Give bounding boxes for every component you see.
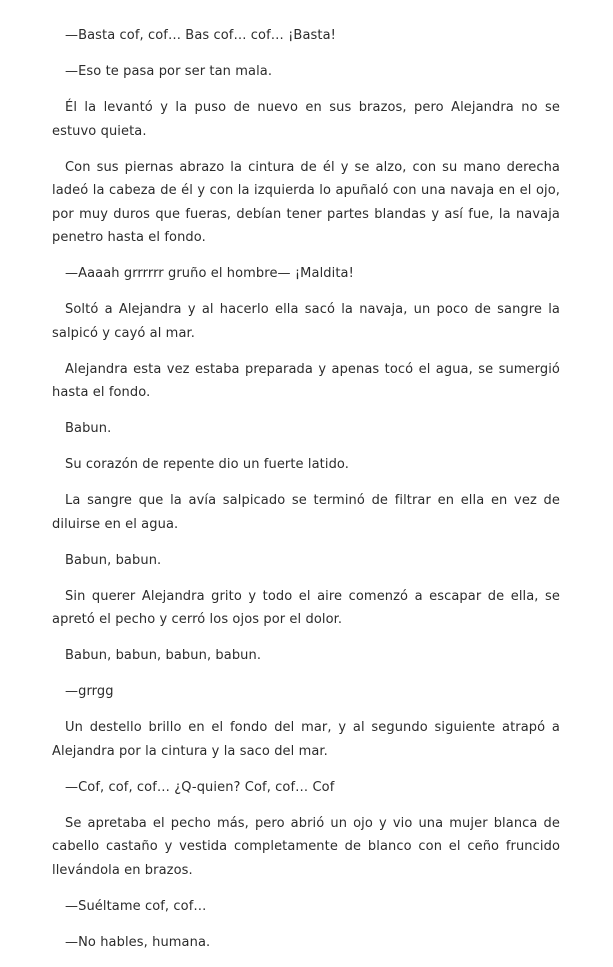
paragraph: —Eso te pasa por ser tan mala. xyxy=(65,64,273,79)
paragraph: La sangre que la avía salpicado se terminó de filtrar en ella en vez de diluirse en el agua. xyxy=(52,493,560,532)
paragraph: Él la levantó y la puso de nuevo en sus brazos, pero Alejandra no se estuvo quieta. xyxy=(52,100,560,139)
paragraph: Un destello brillo en el fondo del mar, y al segundo siguiente atrapó a Alejandra por la cintura y la saco del mar. xyxy=(52,720,560,759)
paragraph: Alejandra esta vez estaba preparada y apenas tocó el agua, se sumergió hasta el fondo. xyxy=(52,361,560,400)
paragraph: Babun, babun, babun, babun. xyxy=(65,648,262,663)
paragraph: Babun. xyxy=(65,421,112,436)
paragraph: —grrgg xyxy=(65,684,114,699)
paragraph: Babun, babun. xyxy=(65,552,162,568)
paragraph: Sin querer Alejandra grito y todo el aire comenzó a escapar de ella, se apretó el pecho y cerró los ojos por el dolor. xyxy=(52,588,560,627)
paragraph: —Basta cof, cof… Bas cof… cof… ¡Basta! xyxy=(65,28,336,43)
paragraph: Con sus piernas abrazo la cintura de él y se alzo, con su mano derecha ladeó la cabeza de él y con la izquierda lo apuñaló con una navaja en el ojo, por muy duros que fueras, debían tener partes blandas y así fue, la navaja penetro hasta el fondo. xyxy=(52,159,560,245)
paragraph: —Suéltame cof, cof… xyxy=(65,898,207,914)
paragraph: Su corazón de repente dio un fuerte latido. xyxy=(65,457,349,472)
document-page xyxy=(52,24,560,967)
paragraph: —No hables, humana. xyxy=(65,934,211,950)
paragraph: —Aaaah grrrrrr gruño el hombre— ¡Maldita! xyxy=(65,266,354,281)
paragraph: Se apretaba el pecho más, pero abrió un ojo y vio una mujer blanca de cabello castaño y vestida completamente de blanco con el ceño fruncido llevándola en brazos. xyxy=(52,815,560,878)
paragraph: —Cof, cof, cof… ¿Q-quien? Cof, cof… Cof xyxy=(65,779,335,795)
paragraph: Soltó a Alejandra y al hacerlo ella sacó la navaja, un poco de sangre la salpicó y cayó al mar. xyxy=(52,302,560,341)
